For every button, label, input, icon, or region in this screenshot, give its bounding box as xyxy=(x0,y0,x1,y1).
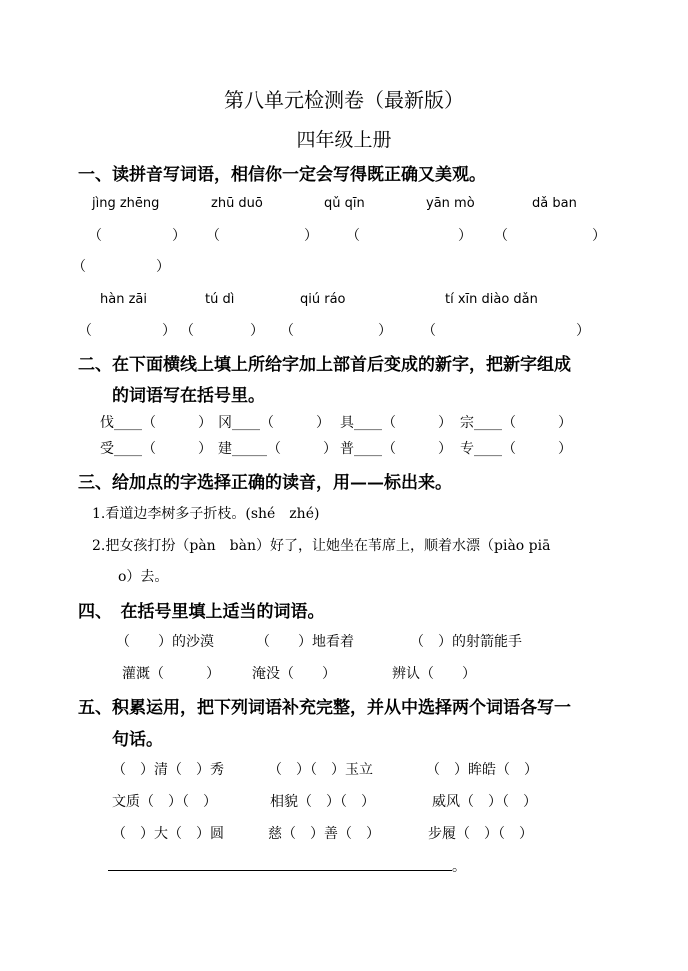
question-item: 1.看道边李树多子折枝。(shé zhé) xyxy=(92,506,320,522)
answer-blank[interactable]: （ ） xyxy=(180,323,264,339)
fill-item[interactable]: 普____（ ） xyxy=(340,441,452,457)
page-subtitle: 四年级上册 xyxy=(296,129,392,151)
section5-heading: 五、积累运用，把下列词语补充完整，并从中选择两个词语各写一 xyxy=(78,698,571,718)
section3-heading: 三、给加点的字选择正确的读音，用——标出来。 xyxy=(78,473,452,493)
fill-item[interactable]: （ ）（ ）玉立 xyxy=(268,762,373,778)
question-item-cont: o）去。 xyxy=(118,569,169,585)
pinyin: qǔ qīn xyxy=(324,196,365,211)
section2-heading: 二、在下面横线上填上所给字加上部首后变成的新字，把新字组成 xyxy=(78,355,571,375)
pinyin: tú dì xyxy=(205,292,235,307)
section2-heading-cont: 的词语写在括号里。 xyxy=(112,386,265,406)
answer-blank[interactable]: （ ） xyxy=(88,228,186,244)
pinyin: dǎ ban xyxy=(532,196,577,211)
answer-blank[interactable]: （ ） xyxy=(78,323,176,339)
pinyin: zhū duō xyxy=(211,196,263,211)
answer-blank[interactable]: （ ） xyxy=(494,228,606,244)
question-item: 2.把女孩打扮（pàn bàn）好了，让她坐在苇席上，顺着水漂（piào piā xyxy=(92,538,551,554)
section1-heading: 一、读拼音写词语，相信你一定会写得既正确又美观。 xyxy=(78,165,486,185)
fill-item[interactable]: （ ）的沙漠 xyxy=(116,634,214,650)
pinyin: tí xīn diào dǎn xyxy=(445,292,538,307)
sentence-answer-line[interactable] xyxy=(108,870,452,871)
fill-item[interactable]: 灌溉（ ） xyxy=(122,666,220,682)
pinyin: hàn zāi xyxy=(100,292,147,307)
section5-heading-cont: 句话。 xyxy=(112,730,163,750)
fill-item[interactable]: 步履（ ）（ ） xyxy=(428,826,533,842)
answer-blank[interactable]: （ ） xyxy=(72,259,170,275)
fill-item[interactable]: 慈（ ）善（ ） xyxy=(268,826,380,842)
fill-item[interactable]: 受____（ ） xyxy=(100,441,212,457)
fill-item[interactable]: 冈____（ ） xyxy=(218,415,330,431)
fill-item[interactable]: （ ）地看着 xyxy=(256,634,354,650)
fill-item[interactable]: 淹没（ ） xyxy=(252,666,336,682)
answer-blank[interactable]: （ ） xyxy=(206,228,318,244)
pinyin: yān mò xyxy=(426,196,475,211)
answer-blank[interactable]: （ ） xyxy=(280,323,392,339)
fill-item[interactable]: （ ）清（ ）秀 xyxy=(112,762,224,778)
fill-item[interactable]: （ ）眸皓（ ） xyxy=(426,762,538,778)
fill-item[interactable]: 伐____（ ） xyxy=(100,415,212,431)
answer-blank[interactable]: （ ） xyxy=(346,228,472,244)
fill-item[interactable]: （ ）大（ ）圆 xyxy=(112,826,224,842)
section4-heading: 四、 在括号里填上适当的词语。 xyxy=(78,602,325,622)
fill-item[interactable]: 辨认（ ） xyxy=(392,666,476,682)
end-mark: 。 xyxy=(452,859,466,875)
page-title: 第八单元检测卷（最新版） xyxy=(224,88,464,112)
fill-item[interactable]: 专____（ ） xyxy=(460,441,572,457)
fill-item[interactable]: 建_____（ ） xyxy=(218,441,337,457)
fill-item[interactable]: 威风（ ）（ ） xyxy=(432,794,537,810)
fill-item[interactable]: （ ）的射箭能手 xyxy=(410,634,522,650)
answer-blank[interactable]: （ ） xyxy=(422,323,590,339)
fill-item[interactable]: 相貌（ ）（ ） xyxy=(270,794,375,810)
pinyin: qiú ráo xyxy=(300,292,346,307)
fill-item[interactable]: 宗____（ ） xyxy=(460,415,572,431)
fill-item[interactable]: 具____（ ） xyxy=(340,415,452,431)
pinyin: jìng zhēng xyxy=(92,196,160,211)
fill-item[interactable]: 文质（ ）（ ） xyxy=(112,794,217,810)
